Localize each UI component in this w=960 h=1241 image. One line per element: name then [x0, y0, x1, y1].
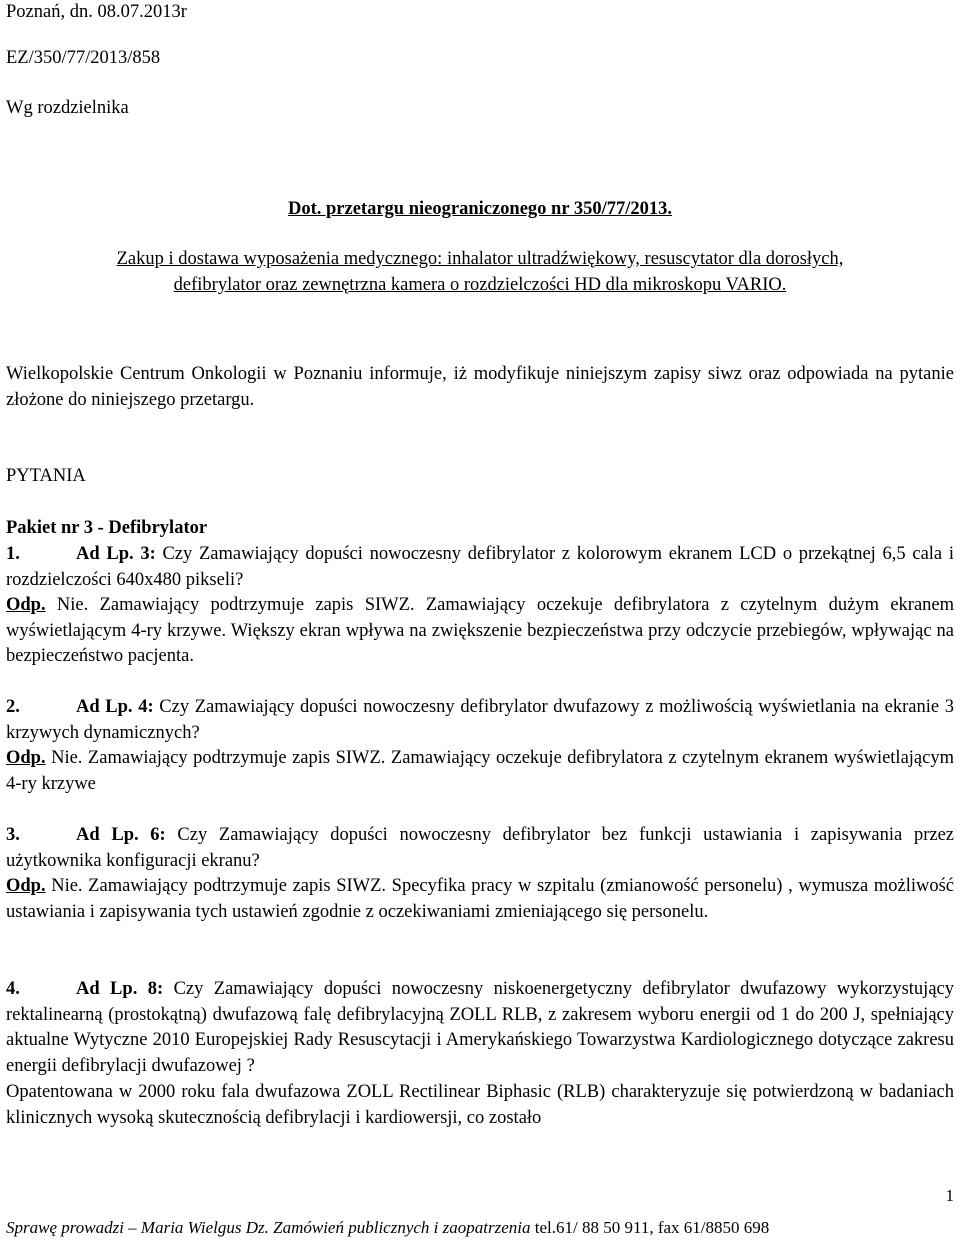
question-text: Czy Zamawiający dopuści nowoczesny defibrylator bez funkcji ustawiania i zapisywania przez użytkownika konfiguracji ekranu? [6, 825, 954, 871]
answer-label: Odp. [6, 748, 46, 768]
subject-title: Dot. przetargu nieograniczonego nr 350/77/2013. [287, 199, 672, 219]
page-number: 1 [945, 1186, 954, 1205]
footer-contact: tel.61/ 88 50 911, fax 61/8850 698 [534, 1218, 770, 1237]
subject-line-2: defibrylator oraz zewnętrzna kamera o rozdzielczości HD dla mikroskopu VARIO. [173, 275, 787, 295]
answer-label: Odp. [6, 595, 46, 615]
footer [6, 1215, 769, 1241]
answer-label: Odp. [6, 876, 46, 896]
answer-2 [6, 746, 954, 797]
place-date: Poznań, dn. 08.07.2013r [6, 2, 187, 22]
question-number: 4. [6, 979, 20, 999]
answer-1 [6, 593, 954, 670]
intro-paragraph: Wielkopolskie Centrum Onkologii w Poznaniu informuje, iż modyfikuje niniejszym zapisy siwz oraz odpowiada na pytanie złożone do niniejszego przetargu. [6, 364, 954, 410]
question-ref: Ad Lp. 6: [76, 825, 166, 845]
question-text: Czy Zamawiający dopuści nowoczesny defibrylator dwufazowy z możliwością wyświetlania na ekranie 3 krzywych dynamicznych? [6, 697, 954, 743]
answer-text: Nie. Zamawiający podtrzymuje zapis SIWZ. Zamawiający oczekuje defibrylatora z czytelnym ekranem wyświetlającym 4-ry krzywe [6, 748, 954, 794]
question-number: 3. [6, 825, 20, 845]
question-text: Czy Zamawiający dopuści nowoczesny niskoenergetyczny defibrylator dwufazowy wykorzystujący rektalinearną (prostokątną) dwufazową falę defibrylacyjną ZOLL RLB, z zakresem wyboru energii od 1 do 200 J, spełniający aktualne Wytyczne 2010 Europejskiej Rady Resuscytacji i Amerykańskiego Towarzystwa Kardiologicznego dotyczące zakresu energii defibrylacji dwufazowej ? [6, 979, 954, 1076]
reference-number: EZ/350/77/2013/858 [6, 48, 161, 68]
section-heading: PYTANIA [6, 466, 86, 486]
question-ref: Ad Lp. 3: [76, 544, 156, 564]
question-4-continuation: Opatentowana w 2000 roku fala dwufazowa ZOLL Rectilinear Biphasic (RLB) charakteryzuje się potwierdzoną w badaniach klinicznych wysoką skutecznością defibrylacji i kardiowersji, co zostało [6, 1082, 954, 1128]
subject-line-1: Zakup i dostawa wyposażenia medycznego: inhalator ultradźwiękowy, resuscytator dla dorosłych, [116, 249, 844, 269]
question-1 [6, 542, 954, 593]
answer-text: Nie. Zamawiający podtrzymuje zapis SIWZ. Zamawiający oczekuje defibrylatora z czytelnym dużym ekranem wyświetlającym 4-ry krzywe. Większy ekran wpływa na zwiększenie bezpieczeństwa przy odczycie przebiegów, wpływając na bezpieczeństwo pacjenta. [6, 595, 955, 666]
recipient: Wg rozdzielnika [6, 98, 129, 118]
question-4 [6, 977, 954, 1079]
question-number: 2. [6, 697, 20, 717]
footer-text: Sprawę prowadzi – Maria Wielgus Dz. Zamówień publicznych i zaopatrzenia [6, 1218, 531, 1237]
question-2 [6, 695, 954, 746]
package-heading: Pakiet nr 3 - Defibrylator [6, 518, 208, 538]
answer-text: Nie. Zamawiający podtrzymuje zapis SIWZ. Specyfika pracy w szpitalu (zmianowość personelu) , wymusza możliwość ustawiania i zapisywania tych ustawień zgodnie z oczekiwaniami zmieniającego się personelu. [6, 876, 954, 922]
question-number: 1. [6, 544, 20, 564]
question-text: Czy Zamawiający dopuści nowoczesny defibrylator z kolorowym ekranem LCD o przekątnej 6,5 cala i rozdzielczości 640x480 pikseli? [6, 544, 954, 590]
question-ref: Ad Lp. 4: [76, 697, 154, 717]
question-3 [6, 823, 954, 874]
question-ref: Ad Lp. 8: [76, 979, 164, 999]
answer-3 [6, 874, 954, 925]
